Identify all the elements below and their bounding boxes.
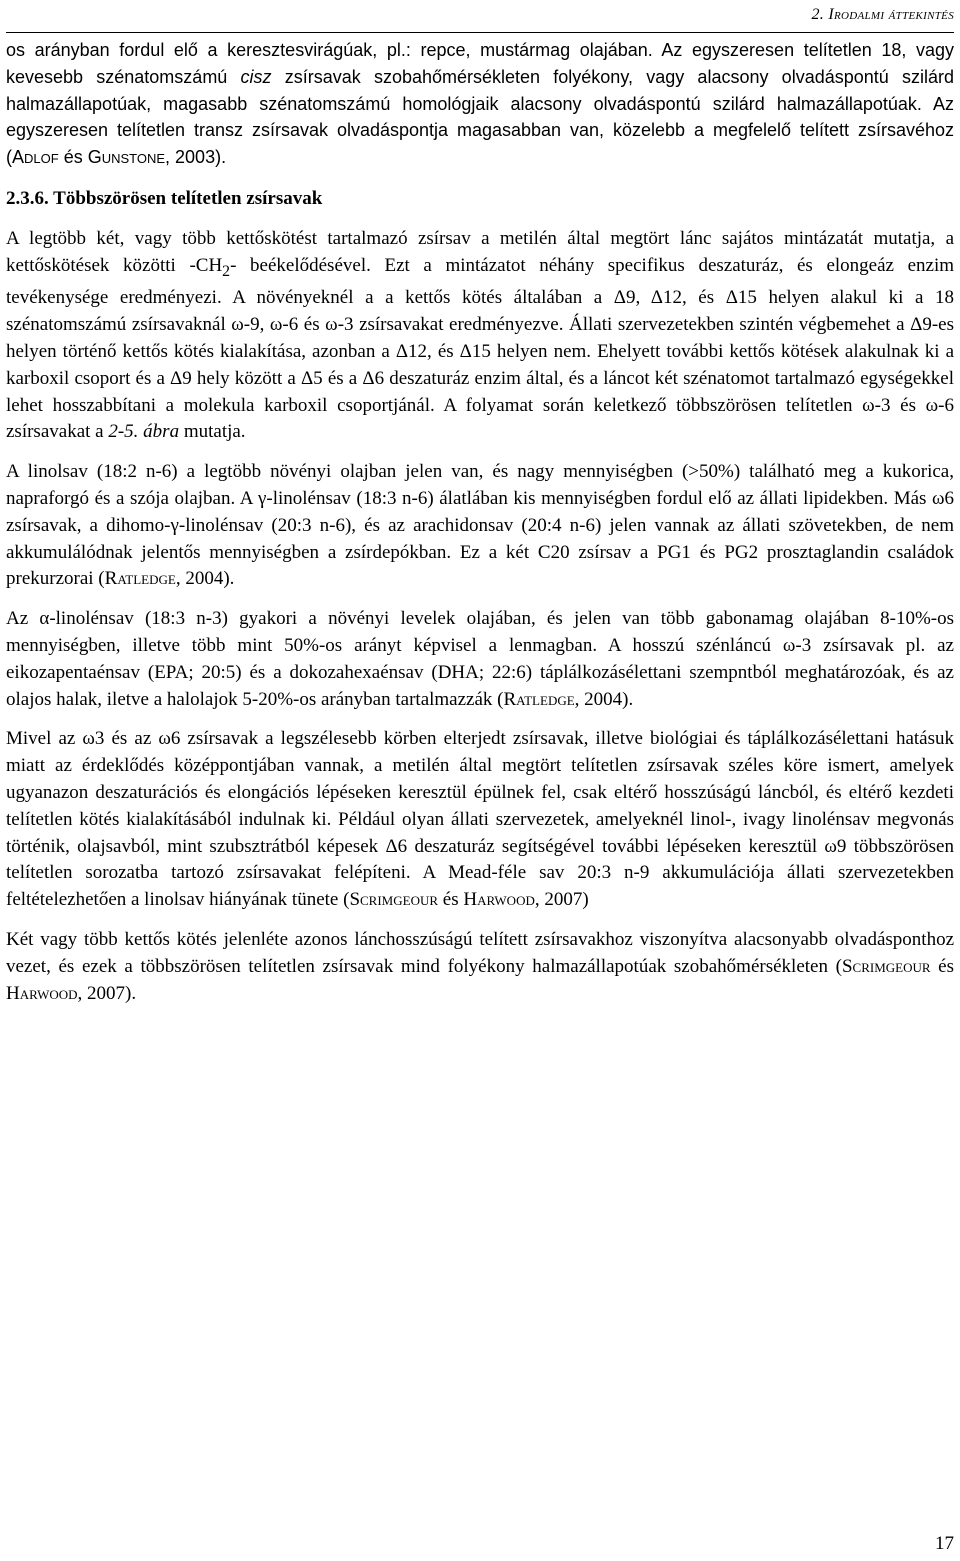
chapter-title: 2. Irodalmi áttekintés [811, 6, 954, 23]
text-run: , 2004). [175, 568, 235, 590]
text-run: és [58, 147, 88, 168]
author-ratledge: Ratledge [503, 688, 575, 710]
paragraph-alpha-linolensav [6, 606, 954, 713]
text-run: Két vagy több kettős kötés jelenléte azonos lánchosszúságú telített zsírsavakhoz viszonyítva alacsonyabb olvadásponthoz vezet, és ezek a többszörösen telítetlen zsírsavak mind folyékony halmazállapotúak szobahőmérsékleten ( [6, 928, 954, 977]
text-run: mutatja. [179, 421, 246, 443]
paragraph-intro [6, 37, 954, 171]
author-scrimgeour: Scrimgeour [349, 889, 439, 911]
paragraph-pufa [6, 226, 954, 446]
page-header [6, 0, 954, 33]
text-run: zsírsavak szobahőmérsékleten folyékony, vagy alacsony olvadáspontú szilárd halmazállapotúak, magasabb szénatomszámú homológjaik alacsony olvadáspontú szilárd halmazállapotúak. Az egyszeresen telítetlen transz zsírsavak olvadáspontja magasabban van, közelebb a megfelelő telített zsírsavéhoz ( [6, 66, 954, 168]
text-run: os arányban fordul elő a keresztesvirágúak, pl.: repce, mustármag olajában. Az egyszeresen telítetlen 18, vagy kevesebb szénatomszámú [6, 40, 954, 87]
page-body [6, 37, 954, 1020]
text-run: A linolsav (18:2 n-6) a legtöbb növényi olajban jelen van, és nagy mennyiségben (>50%) található meg a kukorica, napraforgó és a szója olajban. A γ-linolénsav (18:3 n-6) álatlában kis mennyiségben fordul elő az állati lipidekben. Más ω6 zsírsavak, a dihomo-γ-linolénsav (20:3 n-6), és az arachidonsav (20:4 n-6) jelen vannak az állati szövetekben, de nem akkumulálódnak jelentős mennyiségben a zsírdepókban. Ez a két C20 zsírsav a PG1 és PG2 prosztaglandin családok prekurzorai ( [6, 461, 954, 590]
text-run-italic: cisz [240, 66, 272, 87]
text-run: A legtöbb két, vagy több kettőskötést tartalmazó zsírsav a metilén által megtört lánc sajátos mintázatát mutatja, a kettőskötések közötti -CH [6, 227, 954, 276]
page-number: 17 [935, 1533, 954, 1554]
text-run: , 2003). [165, 147, 227, 168]
text-run: , 2007) [534, 889, 589, 911]
text-run: Az α-linolénsav (18:3 n-3) gyakori a növényi levelek olajában, és jelen van több gabonamag olajában 8-10%-os mennyiségben, illetve több mint 50%-os arányt képvisel a lenmagban. A hosszú szénláncú ω-3 zsírsavak pl. az eikozapentaénsav (EPA; 20:5) és a dokozahexaénsav (DHA; 22:6) táplálkozásélettani szempntból meghatározóak, és az olajos halak, iletve a halolajok 5-20%-os arányban tartalmazzák ( [6, 608, 954, 710]
text-run: és [438, 889, 464, 911]
text-run: és [930, 955, 955, 977]
author-adlof: Adlof [12, 147, 59, 168]
subscript: 2 [222, 262, 231, 280]
section-heading: 2.3.6. Többszörösen telítetlen zsírsavak [6, 187, 323, 209]
author-gunstone: Gunstone [87, 147, 166, 168]
paragraph-melting-point [6, 927, 954, 1007]
text-run: , 2007). [77, 982, 137, 1004]
text-run: - beékelődésével. Ezt a mintázatot néhány specifikus deszaturáz, és elongeáz enzim tevékenysége eredményezi. A növényeknél a a kettős kötés általában a Δ9, Δ12, és Δ15 helyen alakul ki a 18 szénatomszámú zsírsavaknál ω-9, ω-6 és ω-3 zsírsavakat eredményezve. Állati szervezetekben szintén végbemehet a Δ9-es helyen történő kettős kötés kialakítása, azonban a Δ12, és Δ15 helyen nem. Ehelyett további kettős kötések alakulnak ki a karboxil csoport és a Δ9 hely között a Δ5 és a Δ6 deszaturáz enzim által, és a láncot két szénatomot tartalmazó egységekkel lehet hosszabbítani a molekula karboxil csoportjánál. A folyamat során keletkező többszörösen telítetlen ω-3 és ω-6 zsírsavakat a [6, 254, 954, 443]
author-harwood: Harwood [463, 889, 535, 911]
figure-reference: 2-5. ábra [108, 421, 180, 443]
author-ratledge: Ratledge [104, 568, 176, 590]
paragraph-omega3-omega6 [6, 726, 954, 914]
author-harwood: Harwood [6, 982, 78, 1004]
paragraph-linolsav [6, 459, 954, 593]
author-scrimgeour: Scrimgeour [841, 955, 931, 977]
text-run: , 2004). [574, 688, 634, 710]
text-run: Mivel az ω3 és az ω6 zsírsavak a legszélesebb körben elterjedt zsírsavak, illetve biológiai és táplálkozásélettani hatásuk miatt az érdeklődés középpontjában vannak, a metilén által megtört telítetlen zsírsavak széles köre ismert, amelyek ugyanazon deszaturációs és elongációs lépéseken keresztül épülnek fel, csak eltérő hosszúságú láncból, és eltérő kezdeti telítetlen kötés kialakításából indulnak ki. Például olyan állati szervezetek, amelyeknél linol-, ivagy linolénsav megvonás történik, olajsavból, mint szubsztrátból képesek Δ6 deszaturáz segítségével további lépéseken keresztül ω9 többszörösen telítetlen sorozatba tartozó zsírsavakat felépíteni. A Mead-féle sav 20:3 n-9 akkumulációja állati szervezetekben feltételezhetően a linolsav hiányának tünete ( [6, 728, 954, 911]
